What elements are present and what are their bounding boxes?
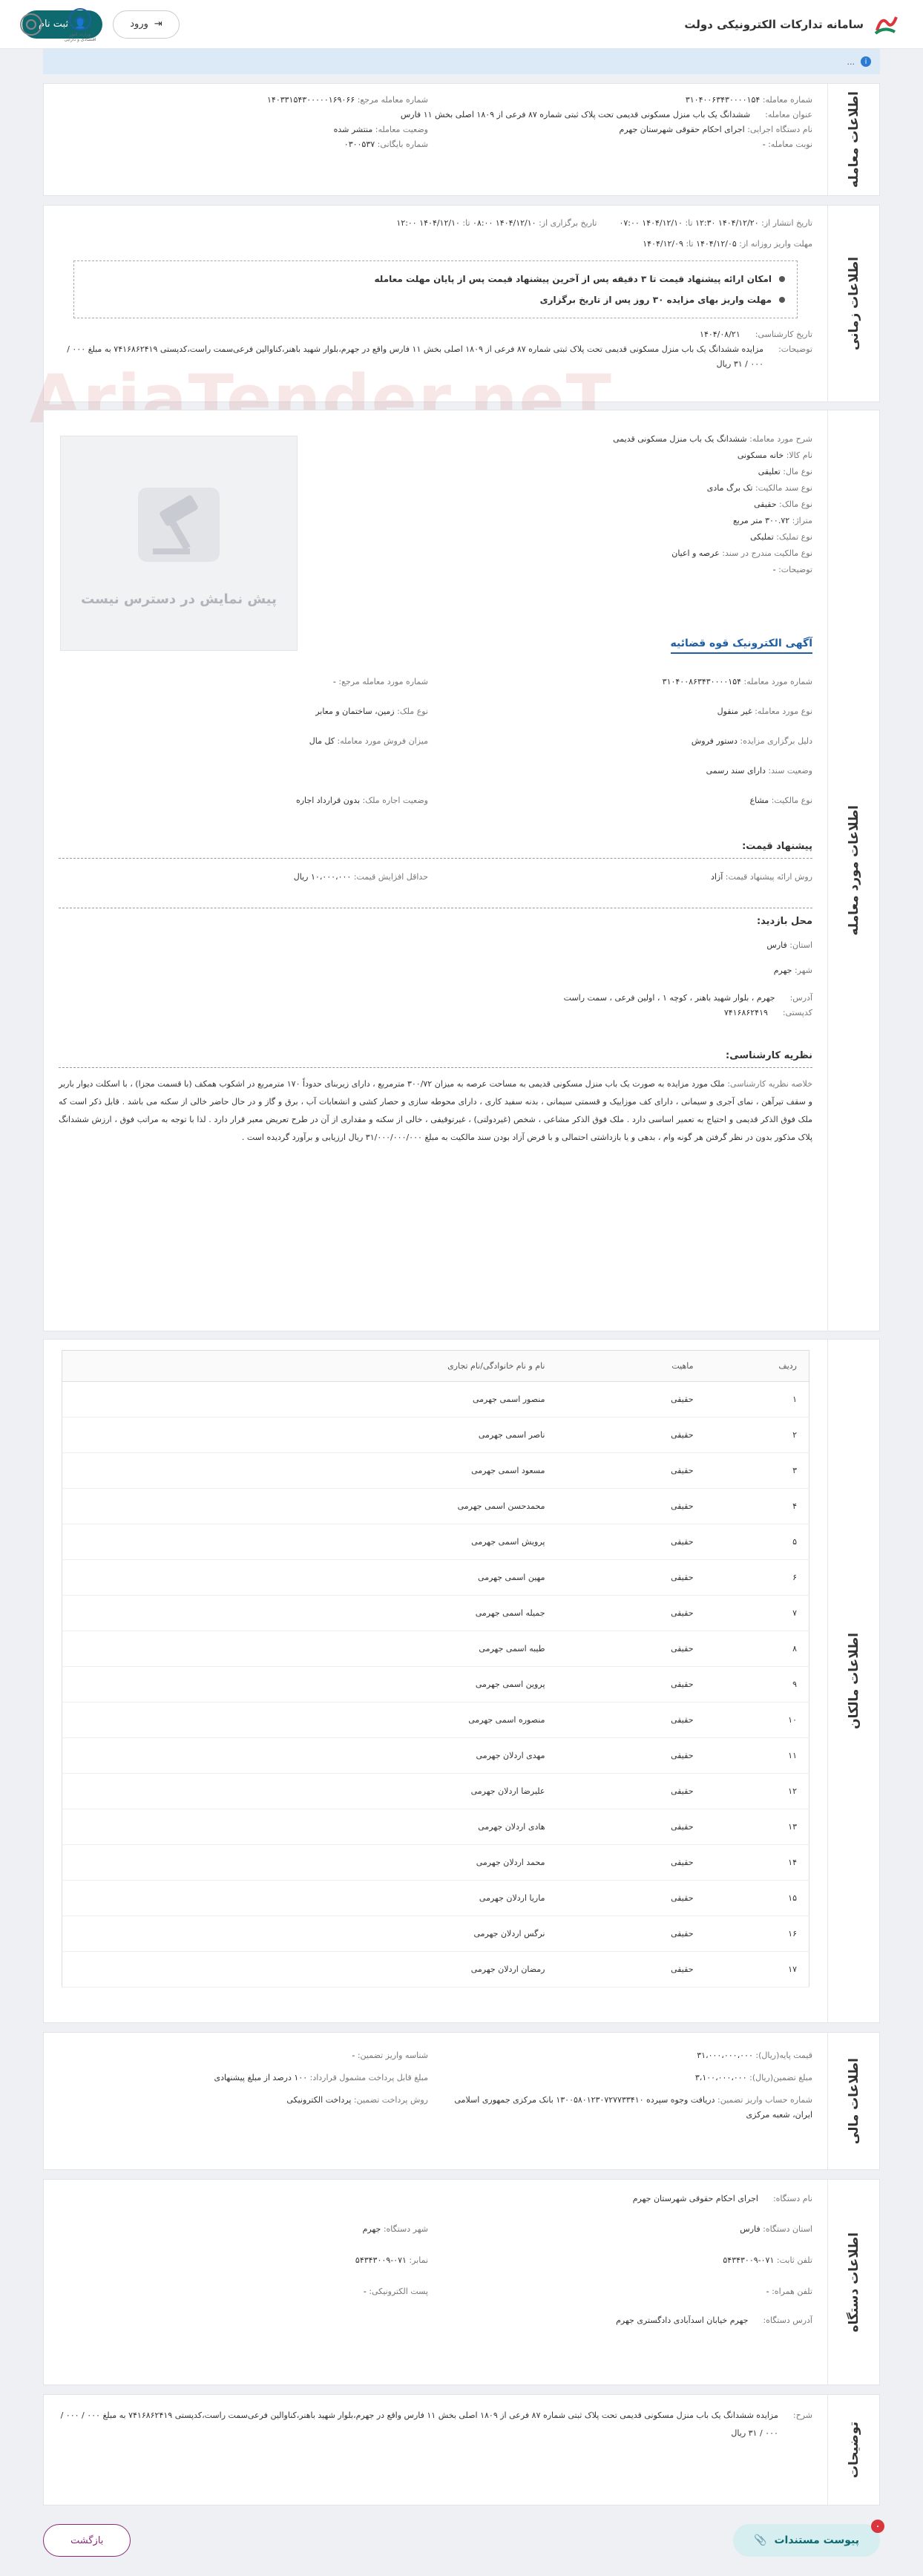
item-goods: خانه مسکونی: [737, 450, 784, 460]
owner-name: رمضان اردلان جهرمی: [62, 1952, 557, 1987]
agency-email: -: [363, 2287, 367, 2296]
owner-index: ۱۶: [706, 1916, 809, 1952]
ministry-emblem: [62, 6, 98, 43]
hold-from: ۱۴۰۴/۱۲/۱۰ ۰۸:۰۰: [473, 218, 536, 228]
item-area: ۳۰۰.۷۲ متر مربع: [732, 516, 790, 525]
label: شماره معامله مرجع:: [357, 95, 428, 105]
deposit-to: ۱۴۰۴/۱۲/۰۹: [643, 239, 683, 249]
publish-from: ۱۴۰۴/۱۲/۲۰ ۱۲:۳۰: [695, 218, 759, 228]
table-row: [62, 1667, 809, 1702]
label: شناسه واریز تضمین:: [357, 2051, 428, 2060]
table-row: [62, 1418, 809, 1453]
owner-index: ۱۰: [706, 1702, 809, 1738]
section-title-text: اطلاعات مالی: [846, 2057, 861, 2145]
label: استان دستگاه:: [763, 2224, 812, 2234]
label: نوع ملک:: [397, 707, 428, 716]
expert-opinion: ملک مورد مزایده به صورت یک باب منزل مسکونی قدیمی به مساحت عرصه به میزان ۳۰۰/۷۲ مترمربع ، دارای زیربنای حدوداً ۱۷۰ مترمربع در اشکوب همکف (با قسمت مجزا) ، با اسکلت دیوار باربر و سقف تیرآهن ، نمای آجری و سیمانی ، دارای کف موزاییک و قسمتی سیمانی ، بدنه سفید کاری ، دارای محوطه سازی و حصار کشی و انشعابات آب ، برق و گاز و در حال حاضر خالی از سکنه می باشد . قابل ذکر است که ملک فوق الذکر قدیمی و احتیاج به تعمیر اساسی دارد . ملک فوق الذکر مشاعی ، شخص (غیردولتی) ، غیرتوقیفی ، خالی از سکنه و مقداری از آن در طرح تعریض معبر قرار دارد . لذا با توجه به مراتب فوق ، ارزش ششدانگ پلاک مذکور بدون در نظر گرفتن هر گونه وام ، بدهی و یا بازداشتی احتمالی و با فرض آزاد بودن سند مالکیت به مبلغ ۳۱/۰۰۰/۰۰۰/۰۰۰ ریال ارزیابی و برآورد گردیده است .: [59, 1079, 812, 1142]
owner-type: حقیقی: [557, 1952, 706, 1987]
table-header-row: [62, 1351, 809, 1382]
section-title-text: اطلاعات مورد معامله: [846, 805, 861, 936]
table-row: [62, 1916, 809, 1952]
transaction-type: -: [762, 140, 766, 149]
timing-note: مهلت واریز بهای مزایده ۳۰ روز پس از تاریخ برگزاری: [86, 289, 785, 310]
label: آدرس:: [789, 993, 812, 1003]
divider: [59, 858, 812, 859]
table-row: [62, 1702, 809, 1738]
owner-type: حقیقی: [557, 1881, 706, 1916]
timing-description: مزایده ششدانگ یک باب منزل مسکونی قدیمی تحت پلاک ثبتی شماره ۸۷ فرعی از ۱۸۰۹ اصلی بخش ۱۱ فارس واقع در جهرم،بلوار شهید باهنر،کناوالین فرعی‌سمت راست،کدپستی ۷۴۱۶۸۶۲۴۱۹ به مبلغ ۰۰۰ / ۰۰۰ / ۳۱ ریال: [67, 344, 764, 369]
owner-name: محمدحسن اسمی جهرمی: [62, 1489, 557, 1524]
notes-section-title: [827, 2395, 879, 2505]
owner-type: حقیقی: [557, 1809, 706, 1845]
owner-name: منصور اسمی جهرمی: [62, 1382, 557, 1418]
item-owner-type: حقیقی: [754, 499, 777, 509]
no-preview-text: پیش نمایش در دسترس نیست: [81, 591, 277, 607]
transaction-status: منتشر شده: [333, 125, 373, 134]
label: تلفن ثابت:: [776, 2255, 812, 2265]
label: نام کالا:: [786, 450, 812, 460]
owner-type: حقیقی: [557, 1560, 706, 1596]
owner-name: جمیله اسمی جهرمی: [62, 1596, 557, 1631]
possession: مشاع: [749, 796, 769, 805]
guarantee-id: -: [352, 2051, 355, 2060]
owner-index: ۷: [706, 1596, 809, 1631]
owner-type: حقیقی: [557, 1418, 706, 1453]
divider: [59, 1067, 812, 1068]
label: قیمت پایه(ریال):: [755, 2051, 812, 2060]
owner-name: مهین اسمی جهرمی: [62, 1560, 557, 1596]
sale-kind: غیر منقول: [717, 707, 752, 716]
table-row: [62, 1560, 809, 1596]
label: تاریخ کارشناسی:: [755, 330, 812, 339]
section-title-text: اطلاعات معامله: [846, 91, 861, 189]
owner-index: ۱۵: [706, 1881, 809, 1916]
label: کدپستی:: [782, 1008, 812, 1017]
agency-phone: ۰۷۱-۵۴۳۴۳۰۰۹: [723, 2255, 775, 2265]
label: تا:: [686, 239, 694, 249]
table-row: [62, 1738, 809, 1774]
label: شماره بایگانی:: [377, 140, 428, 149]
label: نوع سند مالکیت:: [755, 483, 812, 493]
image-placeholder: [60, 436, 298, 651]
label: نوع مال:: [783, 467, 812, 476]
label: آدرس دستگاه:: [763, 2316, 812, 2325]
system-title: سامانه تدارکات الکترونیکی دولت: [684, 17, 864, 31]
label: نوع مالک:: [779, 499, 812, 509]
gov-emblem-icon: [13, 6, 49, 43]
item-section-title: [827, 410, 879, 1331]
table-row: [62, 1382, 809, 1418]
user-plus-icon: 👤: [74, 19, 87, 30]
agency-name: اجرای احکام حقوقی شهرستان جهرم: [632, 2194, 758, 2203]
login-label: ورود: [130, 19, 148, 30]
table-row: [62, 1524, 809, 1560]
label: خلاصه نظریه کارشناسی:: [727, 1079, 812, 1089]
table-row: [62, 1952, 809, 1987]
agency-city: جهرم: [362, 2224, 381, 2234]
hold-to: ۱۴۰۴/۱۲/۱۰ ۱۲:۰۰: [396, 218, 460, 228]
city: جهرم: [773, 966, 792, 975]
owner-type: حقیقی: [557, 1596, 706, 1631]
owners-section: [43, 1339, 880, 2023]
item-ownership: عرصه و اعیان: [671, 548, 720, 558]
transaction-archive: ۰۳۰۰۵۳۷: [344, 140, 375, 149]
section-title-text: توضیحات: [846, 2421, 861, 2479]
paperclip-icon: 📎: [754, 2534, 767, 2546]
notes-section: [43, 2394, 880, 2505]
col-type: ماهیت: [557, 1351, 706, 1382]
owner-type: حقیقی: [557, 1631, 706, 1667]
top-bar: [0, 0, 923, 49]
guarantee-method: پرداخت الکترونیکی: [286, 2095, 352, 2105]
sale-portion: کل مال: [309, 736, 335, 746]
owner-name: مسعود اسمی جهرمی: [62, 1453, 557, 1489]
label: نمابر:: [409, 2255, 428, 2265]
lease-state: بدون قرارداد اجاره: [295, 796, 361, 805]
owner-index: ۱۱: [706, 1738, 809, 1774]
notes-text: مزایده ششدانگ یک باب منزل مسکونی قدیمی تحت پلاک ثبتی شماره ۸۷ فرعی از ۱۸۰۹ اصلی بخش ۱۱ فارس واقع در جهرم،بلوار شهید باهنر،کناوالین فرعی‌سمت راست،کدپستی ۷۴۱۶۸۶۲۴۱۹ به مبلغ ۰۰۰ / ۰۰۰ / ۰۰۰ / ۳۱ ریال: [60, 2411, 778, 2438]
owner-index: ۵: [706, 1524, 809, 1560]
owner-name: علیرضا اردلان جهرمی: [62, 1774, 557, 1809]
province: فارس: [766, 940, 787, 950]
label: پست الکترونیکی:: [369, 2287, 428, 2296]
table-row: [62, 1631, 809, 1667]
label: نوبت معامله:: [768, 140, 812, 149]
owner-name: نرگس اردلان جهرمی: [62, 1916, 557, 1952]
agency-fax: ۰۷۱-۵۴۳۴۳۰۰۹: [355, 2255, 407, 2265]
owner-index: ۸: [706, 1631, 809, 1667]
label: شهر:: [794, 966, 812, 975]
table-row: [62, 1881, 809, 1916]
owner-type: حقیقی: [557, 1667, 706, 1702]
label: شماره معامله:: [762, 95, 812, 105]
owner-name: هادی اردلان جهرمی: [62, 1809, 557, 1845]
label: دلیل برگزاری مزایده:: [740, 736, 812, 746]
item-deed: تک برگ مادی: [706, 483, 753, 493]
transaction-section: [43, 83, 880, 196]
owners-table: [62, 1350, 809, 1987]
owner-index: ۱۷: [706, 1952, 809, 1987]
label: توضیحات:: [778, 344, 812, 354]
owner-type: حقیقی: [557, 1774, 706, 1809]
agency-province: فارس: [740, 2224, 761, 2234]
table-row: [62, 1489, 809, 1524]
transaction-org: اجرای احکام حقوقی شهرستان جهرم: [619, 125, 745, 134]
label: استان:: [789, 940, 812, 950]
label: نوع تملیک:: [776, 532, 812, 542]
finance-section: [43, 2032, 880, 2170]
item-description: ششدانگ یک باب منزل مسکونی قدیمی: [613, 434, 747, 444]
owner-type: حقیقی: [557, 1845, 706, 1881]
label: مبلغ قابل پرداخت مشمول قرارداد:: [309, 2073, 428, 2082]
gavel-icon: [123, 480, 234, 569]
expert-date: ۱۴۰۴/۰۸/۲۱: [700, 330, 740, 339]
case-number: ۳۱۰۴۰۰۸۶۳۴۳۰۰۰۰۱۵۴: [662, 677, 742, 686]
label: روش پرداخت تضمین:: [353, 2095, 428, 2105]
postal-code: ۷۴۱۶۸۶۲۴۱۹: [723, 1008, 768, 1017]
label: حداقل افزایش قیمت:: [353, 872, 428, 882]
table-row: [62, 1809, 809, 1845]
label: وضعیت سند:: [768, 766, 812, 776]
finance-section-title: [827, 2033, 879, 2169]
agency-address: جهرم خیابان اسدآبادی دادگستری جهرم: [616, 2316, 749, 2325]
table-row: [62, 1453, 809, 1489]
expert-heading: نظریه کارشناسی:: [726, 1050, 812, 1061]
deposit-from: ۱۴۰۴/۱۲/۰۵: [696, 239, 737, 249]
land-kind: زمین، ساختمان و معابر: [315, 707, 395, 716]
agency-section-title: [827, 2180, 879, 2385]
owner-type: حقیقی: [557, 1489, 706, 1524]
timing-note: امکان ارائه پیشنهاد قیمت تا ۳ دقیقه پس از آخرین پیشنهاد قیمت پس از پایان مهلت معامله: [86, 269, 785, 289]
owner-type: حقیقی: [557, 1702, 706, 1738]
guarantee-amount: ۳،۱۰۰،۰۰۰،۰۰۰: [694, 2073, 747, 2082]
label: تاریخ انتشار از:: [761, 218, 812, 228]
owner-name: ناصر اسمی جهرمی: [62, 1418, 557, 1453]
setad-logo-icon: [871, 10, 901, 39]
transaction-ref: ۱۴۰۳۳۱۵۴۳۰۰۰۰۰۱۶۹۰۶۶: [267, 95, 355, 105]
label: نوع مالکیت:: [771, 796, 812, 805]
owner-name: محمد اردلان جهرمی: [62, 1845, 557, 1881]
timing-notes-box: [73, 260, 798, 318]
timing-section: [43, 205, 880, 402]
register-label: ثبت نام: [39, 19, 69, 30]
label: شماره حساب واریز تضمین:: [717, 2095, 812, 2105]
item-section: [43, 410, 880, 1331]
label: مهلت واریز روزانه از:: [739, 239, 812, 249]
label: نوع مورد معامله:: [755, 707, 812, 716]
label: نوع مالکیت مندرج در سند:: [722, 548, 812, 558]
doc-state: دارای سند رسمی: [706, 766, 766, 776]
label: وضعیت معامله:: [375, 125, 428, 134]
transaction-subject: ششدانگ یک باب منزل مسکونی قدیمی تحت پلاک ثبتی شماره ۸۷ فرعی از ۱۸۰۹ اصلی بخش ۱۱ فارس: [400, 110, 751, 119]
owner-index: ۲: [706, 1418, 809, 1453]
item-usage: تملیکی: [750, 532, 774, 542]
address: جهرم ، بلوار شهید باهنر ، کوچه ۱ ، اولین فرعی ، سمت راست: [563, 993, 775, 1003]
table-row: [62, 1774, 809, 1809]
label: میزان فروش مورد معامله:: [337, 736, 428, 746]
section-title-text: اطلاعات زمانی: [846, 256, 861, 351]
section-title-text: اطلاعات مالکان: [846, 1633, 861, 1729]
owner-name: ماریا اردلان جهرمی: [62, 1881, 557, 1916]
owner-index: ۳: [706, 1453, 809, 1489]
owner-type: حقیقی: [557, 1524, 706, 1560]
label: توضیحات:: [778, 565, 812, 574]
back-button[interactable]: بازگشت: [43, 2524, 131, 2557]
deduct-amount: ۱۰۰ درصد از مبلغ پیشنهادی: [214, 2073, 308, 2082]
owner-type: حقیقی: [557, 1382, 706, 1418]
notice-bar: [43, 49, 880, 74]
owners-section-title: [827, 1340, 879, 2022]
base-price: ۳۱،۰۰۰،۰۰۰،۰۰۰: [697, 2051, 753, 2060]
owner-index: ۱: [706, 1382, 809, 1418]
attachments-count-badge: ۰: [871, 2520, 884, 2533]
table-row: [62, 1596, 809, 1631]
notice-text: ...: [847, 56, 855, 67]
emblem-caption: وزارت امور اقتصادی و دارایی: [64, 32, 96, 42]
label: شماره مورد معامله:: [743, 677, 812, 686]
label: شهر دستگاه:: [383, 2224, 428, 2234]
label: روش ارائه پیشنهاد قیمت:: [725, 872, 812, 882]
info-icon: i: [861, 56, 871, 67]
footer-actions: [43, 2520, 880, 2560]
label: شماره مورد معامله مرجع:: [338, 677, 428, 686]
bid-method: آزاد: [710, 872, 723, 882]
owner-index: ۴: [706, 1489, 809, 1524]
owner-type: حقیقی: [557, 1453, 706, 1489]
owner-index: ۱۳: [706, 1809, 809, 1845]
owner-index: ۹: [706, 1667, 809, 1702]
owner-name: پروین اسمی جهرمی: [62, 1667, 557, 1702]
login-button[interactable]: [113, 10, 180, 39]
owner-type: حقیقی: [557, 1738, 706, 1774]
brand[interactable]: [684, 10, 901, 39]
section-title-text: اطلاعات دستگاه: [846, 2232, 861, 2333]
auction-reason: دستور فروش: [691, 736, 738, 746]
transaction-number: ۳۱۰۴۰۰۶۳۴۳۰۰۰۰۱۵۴: [685, 95, 761, 105]
col-index: ردیف: [706, 1351, 809, 1382]
owner-index: ۱۴: [706, 1845, 809, 1881]
attachments-button[interactable]: [733, 2524, 880, 2557]
owner-index: ۶: [706, 1560, 809, 1596]
label: شرح مورد معامله:: [749, 434, 812, 444]
auction-title[interactable]: آگهی الکترونیک قوه قضائیه: [671, 638, 813, 654]
col-name: نام و نام خانوادگی/نام تجاری: [62, 1351, 557, 1382]
label: تاریخ برگزاری از:: [539, 218, 597, 228]
label: نام دستگاه:: [772, 2194, 812, 2203]
agency-mobile: -: [766, 2287, 769, 2296]
label: تا:: [462, 218, 470, 228]
label: نام دستگاه اجرایی:: [747, 125, 812, 134]
owner-name: مهدی اردلان جهرمی: [62, 1738, 557, 1774]
owner-name: طیبه اسمی جهرمی: [62, 1631, 557, 1667]
owner-name: پرویش اسمی جهرمی: [62, 1524, 557, 1560]
table-row: [62, 1845, 809, 1881]
label: تا:: [685, 218, 693, 228]
bid-heading: پیشنهاد قیمت:: [742, 841, 812, 852]
timing-section-title: [827, 206, 879, 402]
min-increment: ۱۰،۰۰۰،۰۰۰ ریال: [293, 872, 352, 882]
label: مبلغ تضمین(ریال):: [749, 2073, 812, 2082]
attachments-label: پیوست مستندات: [774, 2534, 859, 2546]
location-heading: محل بازدید:: [756, 916, 812, 927]
label: متراژ:: [792, 516, 812, 525]
label: شرح:: [792, 2411, 812, 2420]
login-icon: ⇥: [154, 19, 162, 30]
owner-type: حقیقی: [557, 1916, 706, 1952]
publish-to: ۱۴۰۴/۱۲/۱۰ ۰۷:۰۰: [619, 218, 683, 228]
item-extra: -: [772, 565, 776, 574]
agency-section: [43, 2179, 880, 2385]
item-kind: تعلیقی: [758, 467, 781, 476]
owner-name: منصوره اسمی جهرمی: [62, 1702, 557, 1738]
label: وضعیت اجاره ملک:: [362, 796, 428, 805]
guarantee-account: دریافت وجوه سپرده ۱۳۰۰۵۸۰۱۲۳۰۷۲۷۷۳۳۴۱۰ بانک مرکزی جمهوری اسلامی ایران، شعبه مرکزی: [454, 2095, 812, 2120]
owner-index: ۱۲: [706, 1774, 809, 1809]
label: عنوان معامله:: [765, 110, 812, 119]
label: تلفن همراه:: [772, 2287, 812, 2296]
case-ref: -: [332, 677, 336, 686]
transaction-section-title: [827, 84, 879, 195]
